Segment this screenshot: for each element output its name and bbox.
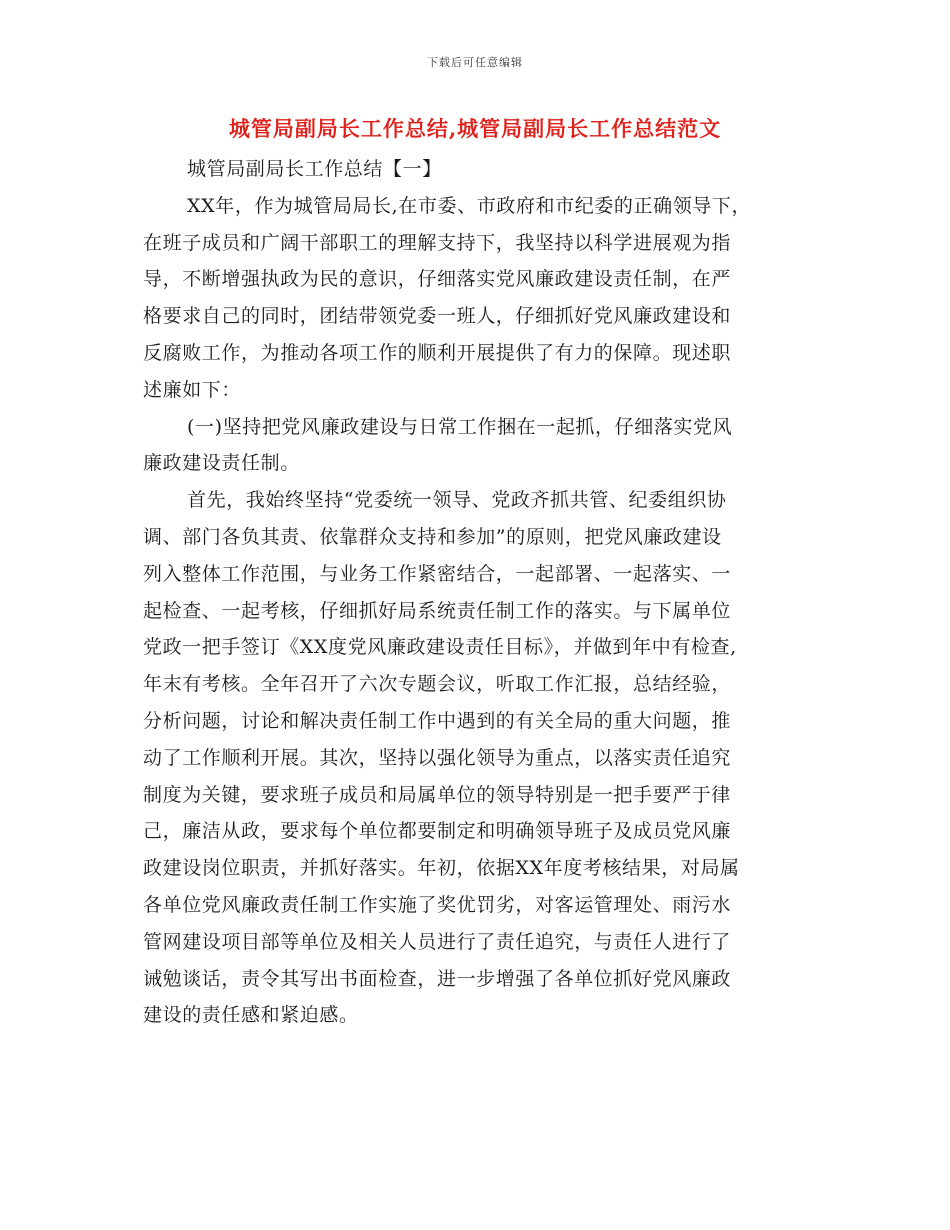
text-line: (一)坚持把党风廉政建设与日常工作捆在一起抓，仔细落实党风 — [187, 415, 733, 438]
text-line: 管网建设项目部等单位及相关人员进行了责任追究，与责任人进行了 — [143, 930, 732, 953]
document-body — [143, 151, 811, 1034]
text-line: 己，廉洁从政，要求每个单位都要制定和明确领导班子及成员党风廉 — [143, 820, 732, 843]
text-line: 廉政建设责任制。 — [143, 452, 300, 475]
text-line: 建设的责任感和紧迫感。 — [143, 1004, 359, 1027]
text-line: 年末有考核。全年召开了六次专题会议，听取工作汇报，总结经验， — [143, 673, 732, 696]
text-line: 党政一把手签订《XX度党风廉政建设责任目标》，并做到年中有检查, — [143, 636, 737, 659]
text-line: 动了工作顺利开展。其次，坚持以强化领导为重点，以落实责任追究 — [143, 746, 732, 769]
header-note: 下载后可任意编辑 — [427, 56, 523, 69]
text-line: 列入整体工作范围，与业务工作紧密结合，一起部署、一起落实、一 — [143, 562, 732, 585]
text-line: 各单位党风廉政责任制工作实施了奖优罚劣，对客运管理处、雨污水 — [143, 893, 732, 916]
document-title: 城管局副局长工作总结,城管局副局长工作总结范文 — [228, 116, 722, 141]
text-line: 制度为关键，要求班子成员和局属单位的领导特别是一把手要严于律 — [143, 783, 732, 806]
text-line: 导，不断增强执政为民的意识，仔细落实党风廉政建设责任制，在严 — [143, 268, 732, 291]
text-line: 政建设岗位职责，并抓好落实。年初，依据XX年度考核结果，对局属 — [143, 857, 740, 880]
text-line: 反腐败工作，为推动各项工作的顺利开展提供了有力的保障。现述职 — [143, 341, 732, 364]
text-line: 首先，我始终坚持“党委统一领导、党政齐抓共管、纪委组织协 — [187, 489, 727, 512]
text-line: 起检查、一起考核，仔细抓好局系统责任制工作的落实。与下属单位 — [143, 599, 732, 622]
text-line: 述廉如下： — [143, 378, 242, 401]
text-line: 格要求自己的同时，团结带领党委一班人，仔细抓好党风廉政建设和 — [143, 305, 732, 328]
text-line: 调、部门各负其责、依靠群众支持和参加”的原则，把党风廉政建设 — [143, 525, 722, 548]
text-line: 在班子成员和广阔干部职工的理解支持下，我坚持以科学进展观为指 — [143, 231, 732, 254]
text-line: 城管局副局长工作总结【一】 — [187, 158, 442, 180]
text-line: 分析问题，讨论和解决责任制工作中遇到的有关全局的重大问题，推 — [143, 709, 732, 732]
text-line: 诫勉谈话，责令其写出书面检查，进一步增强了各单位抓好党风廉政 — [143, 967, 732, 990]
text-line: XX年，作为城管局局长,在市委、市政府和市纪委的正确领导下， — [187, 194, 752, 217]
